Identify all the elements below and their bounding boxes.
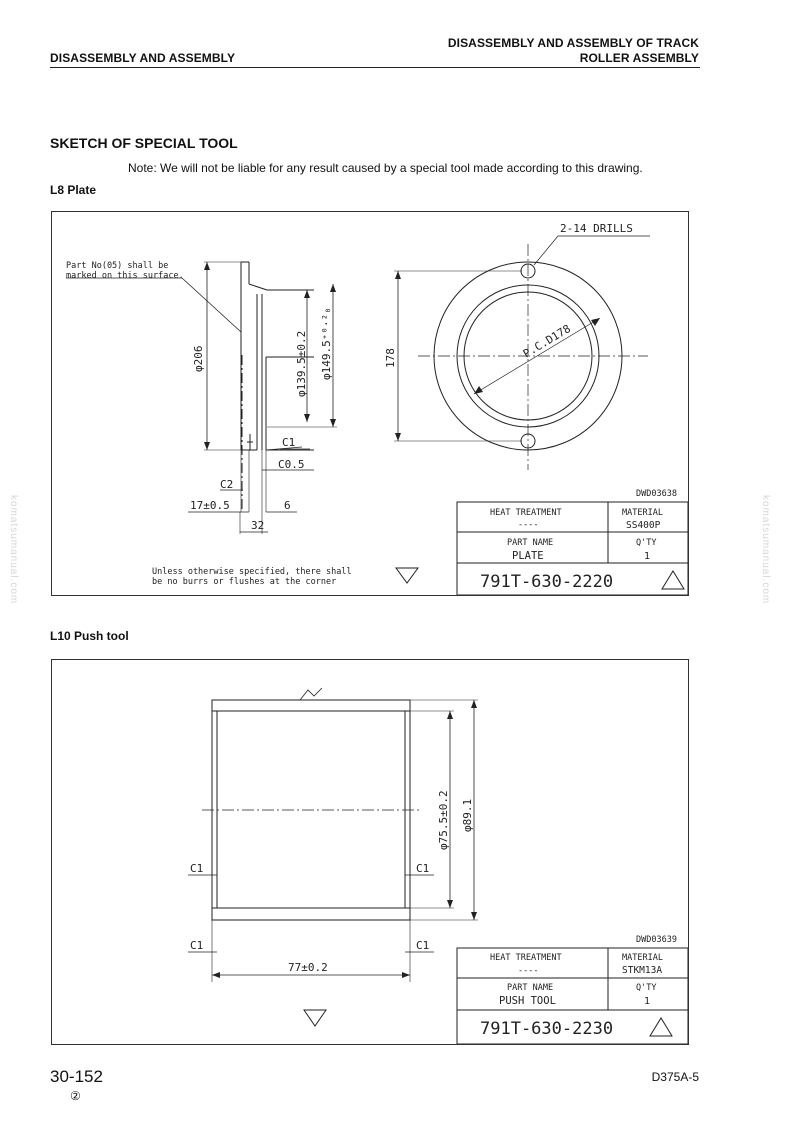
heat-treatment-value-plate: ---- (518, 520, 539, 530)
dim-c1-right-top: C1 (416, 862, 430, 875)
dim-drills: 2-14 DRILLS (560, 222, 633, 235)
material-label-push-tool: MATERIAL (622, 953, 663, 963)
material-value-plate: SS400P (626, 520, 661, 531)
page-number: 30-152 (50, 1067, 103, 1086)
general-note-line1: Unless otherwise specified, there shall (152, 567, 352, 577)
drawing-frame-plate (51, 211, 689, 596)
dim-w17: 17±0.5 (190, 499, 230, 512)
push-tool-drawing (52, 660, 688, 1044)
qty-label-push-tool: Q'TY (636, 983, 657, 993)
header-right-line2: ROLLER ASSEMBLY (579, 51, 699, 65)
qty-value-push-tool: 1 (644, 996, 651, 1007)
dwg-number-push-tool: DWD03639 (636, 935, 677, 945)
drawing-frame-push-tool (51, 659, 689, 1045)
dim-pcd: P.C.D178 (520, 322, 573, 361)
dim-w32: 32 (251, 519, 265, 532)
marking-note-line2: marked on this surface. (66, 271, 184, 281)
dim-c1-right-bottom: C1 (416, 939, 430, 952)
revision-triangle-plate (662, 571, 684, 589)
part-number-plate: 791T-630-2220 (480, 572, 614, 592)
drawing-label-l8: L8 Plate (50, 183, 97, 197)
drawing-label-l10: L10 Push tool (50, 629, 129, 643)
dim-d149: φ149.5⁺⁰·²₀ (320, 307, 333, 380)
part-number-push-tool: 791T-630-2230 (480, 1019, 614, 1039)
dim-c1-left-top: C1 (190, 862, 204, 875)
heat-treatment-label-push-tool: HEAT TREATMENT (490, 953, 562, 963)
part-name-label-plate: PART NAME (507, 538, 554, 548)
header-rule (50, 67, 700, 68)
plate-drawing (52, 212, 688, 595)
revision-mark: ② (70, 1089, 81, 1103)
dim-d75: φ75.5±0.2 (437, 790, 450, 850)
header-right-line1: DISASSEMBLY AND ASSEMBLY OF TRACK (447, 36, 699, 50)
heat-treatment-label-plate: HEAT TREATMENT (490, 508, 562, 518)
disclaimer-note: Note: We will not be liable for any result caused by a special tool made according to this drawing. (128, 161, 643, 175)
section-title: SKETCH OF SPECIAL TOOL (50, 135, 238, 151)
marking-note-line1: Part No(05) shall be (66, 261, 169, 271)
header-left: DISASSEMBLY AND ASSEMBLY (50, 51, 236, 65)
dim-d89: φ89.1 (461, 798, 474, 832)
part-name-value-plate: PLATE (512, 550, 544, 562)
dim-c05: C0.5 (278, 458, 305, 471)
material-label-plate: MATERIAL (622, 508, 663, 518)
part-name-value-push-tool: PUSH TOOL (499, 995, 556, 1007)
dim-h178: 178 (384, 348, 397, 368)
finish-symbol-push-tool (304, 1010, 326, 1026)
material-value-push-tool: STKM13A (622, 965, 663, 976)
dim-d139: φ139.5±0.2 (295, 330, 308, 397)
finish-symbol-plate (396, 568, 418, 583)
revision-triangle-push-tool (650, 1018, 672, 1036)
watermark-right: komatsumanual.com (760, 495, 771, 605)
dim-d206: φ206 (192, 345, 205, 372)
general-note-line2: be no burrs or flushes at the corner (152, 577, 337, 587)
dim-w6: 6 (284, 499, 291, 512)
dim-c1: C1 (282, 436, 296, 449)
watermark-left: komatsumanual.com (8, 495, 19, 605)
push-tool-body (202, 688, 422, 920)
dim-c1-left-bottom: C1 (190, 939, 204, 952)
dwg-number-plate: DWD03638 (636, 489, 677, 499)
dim-c2: C2 (220, 478, 234, 491)
dim-w77: 77±0.2 (288, 961, 328, 974)
part-name-label-push-tool: PART NAME (507, 983, 554, 993)
model-number: D375A-5 (651, 1070, 699, 1084)
qty-value-plate: 1 (644, 551, 651, 562)
heat-treatment-value-push-tool: ---- (518, 966, 539, 976)
qty-label-plate: Q'TY (636, 538, 657, 548)
